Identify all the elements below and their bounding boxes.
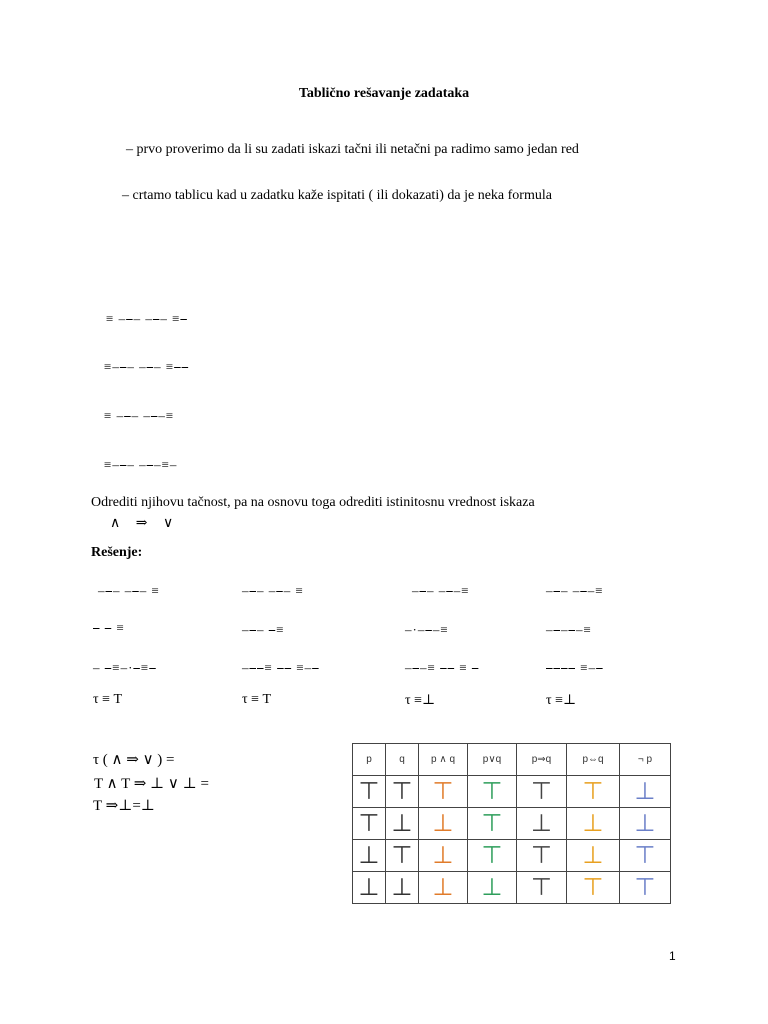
truth-cell: ⊤ bbox=[419, 776, 468, 808]
solution-c3-r1: –⎯– –⎯–≡ bbox=[412, 583, 470, 598]
evaluation-line-3: T ⇒⊥=⊥ bbox=[93, 798, 155, 814]
truth-cell: ⊥ bbox=[517, 808, 567, 840]
truth-table-header: p⇒q bbox=[517, 744, 567, 776]
solution-c1-r2: ⎯ ⎯ ≡ bbox=[93, 620, 125, 635]
truth-table-header: p bbox=[353, 744, 386, 776]
truth-cell: ⊥ bbox=[386, 872, 419, 904]
truth-table-row bbox=[353, 776, 671, 808]
solution-c2-r2: –⎯– ⎯≡ bbox=[242, 622, 285, 637]
solution-c3-r3: –⎯–≡ ⎯⎯ ≡ ⎯ bbox=[405, 660, 480, 675]
truth-cell: ⊤ bbox=[517, 872, 567, 904]
solution-c2-r4: τ ≡ T bbox=[242, 692, 272, 707]
formula-fragment-4: ≡–⎯– –⎯–≡– bbox=[104, 457, 178, 472]
truth-table-header: q bbox=[386, 744, 419, 776]
truth-table-row bbox=[353, 840, 671, 872]
formula-fragment-2: ≡–⎯– –⎯– ≡⎯⎯ bbox=[104, 359, 190, 374]
truth-cell: ⊤ bbox=[517, 840, 567, 872]
truth-cell: ⊥ bbox=[386, 808, 419, 840]
truth-table bbox=[352, 743, 671, 904]
truth-cell: ⊤ bbox=[386, 840, 419, 872]
truth-cell: ⊤ bbox=[386, 776, 419, 808]
truth-table-header: p ∧ q bbox=[419, 744, 468, 776]
truth-cell: ⊥ bbox=[353, 840, 386, 872]
solution-label: Rešenje: bbox=[91, 545, 143, 560]
truth-cell: ⊤ bbox=[468, 776, 517, 808]
intro-line-1: – prvo proverimo da li su zadati iskazi tačni ili netačni pa radimo samo jedan red bbox=[126, 142, 579, 157]
solution-c4-r3: ⎯⎯⎯⎯ ≡–⎯ bbox=[546, 660, 604, 675]
solution-c1-r4: τ ≡ T bbox=[93, 692, 123, 707]
truth-cell: ⊥ bbox=[567, 808, 620, 840]
solution-c4-r2: –⎯–⎯–≡ bbox=[546, 622, 592, 637]
evaluation-line-1: τ ( ∧ ⇒ ∨ ) = bbox=[93, 752, 175, 768]
truth-cell: ⊥ bbox=[468, 872, 517, 904]
solution-c3-r4: τ ≡⊥ bbox=[405, 693, 436, 708]
solution-c3-r2: –·–⎯–≡ bbox=[405, 622, 449, 637]
truth-cell: ⊥ bbox=[419, 872, 468, 904]
truth-cell: ⊥ bbox=[567, 840, 620, 872]
truth-cell: ⊤ bbox=[620, 872, 671, 904]
truth-cell: ⊤ bbox=[468, 808, 517, 840]
truth-cell: ⊤ bbox=[353, 776, 386, 808]
truth-cell: ⊥ bbox=[419, 840, 468, 872]
page-title: Tablično rešavanje zadataka bbox=[298, 86, 470, 101]
solution-c2-r3: –⎯⎯≡ ⎯⎯ ≡–⎯ bbox=[242, 660, 320, 675]
task-text: Odrediti njihovu tačnost, pa na osnovu toga odrediti istinitosnu vrednost iskaza bbox=[91, 495, 535, 510]
truth-cell: ⊥ bbox=[419, 808, 468, 840]
truth-cell: ⊥ bbox=[620, 776, 671, 808]
truth-table-header: p⇔q bbox=[567, 744, 620, 776]
truth-cell: ⊤ bbox=[353, 808, 386, 840]
solution-c4-r4: τ ≡⊥ bbox=[546, 693, 577, 708]
truth-table-header-row bbox=[353, 744, 671, 776]
solution-c2-r1: –⎯– –⎯– ≡ bbox=[242, 583, 304, 598]
intro-line-2: – crtamo tablicu kad u zadatku kaže ispitati ( ili dokazati) da je neka formula bbox=[122, 188, 552, 203]
solution-c4-r1: –⎯– –⎯–≡ bbox=[546, 583, 604, 598]
truth-cell: ⊥ bbox=[353, 872, 386, 904]
solution-c1-r3: – ⎯≡–·⎯≡⎯ bbox=[93, 660, 157, 675]
truth-table-row bbox=[353, 808, 671, 840]
evaluation-line-2: T ∧ T ⇒ ⊥ ∨ ⊥ = bbox=[94, 776, 209, 792]
truth-cell: ⊤ bbox=[567, 872, 620, 904]
truth-table-row bbox=[353, 872, 671, 904]
truth-table-header: p∨q bbox=[468, 744, 517, 776]
formula-fragment-1: ≡ –⎯– –⎯– ≡⎯ bbox=[106, 311, 188, 326]
truth-cell: ⊤ bbox=[567, 776, 620, 808]
solution-c1-r1: –⎯– –⎯– ≡ bbox=[98, 583, 160, 598]
page-number: 1 bbox=[669, 949, 676, 963]
truth-table-header: ¬ p bbox=[620, 744, 671, 776]
truth-cell: ⊤ bbox=[468, 840, 517, 872]
truth-cell: ⊤ bbox=[620, 840, 671, 872]
truth-cell: ⊥ bbox=[620, 808, 671, 840]
task-operators: ∧ ⇒ ∨ bbox=[110, 516, 174, 531]
formula-fragment-3: ≡ –⎯– –⎯–≡ bbox=[104, 408, 175, 423]
truth-cell: ⊤ bbox=[517, 776, 567, 808]
